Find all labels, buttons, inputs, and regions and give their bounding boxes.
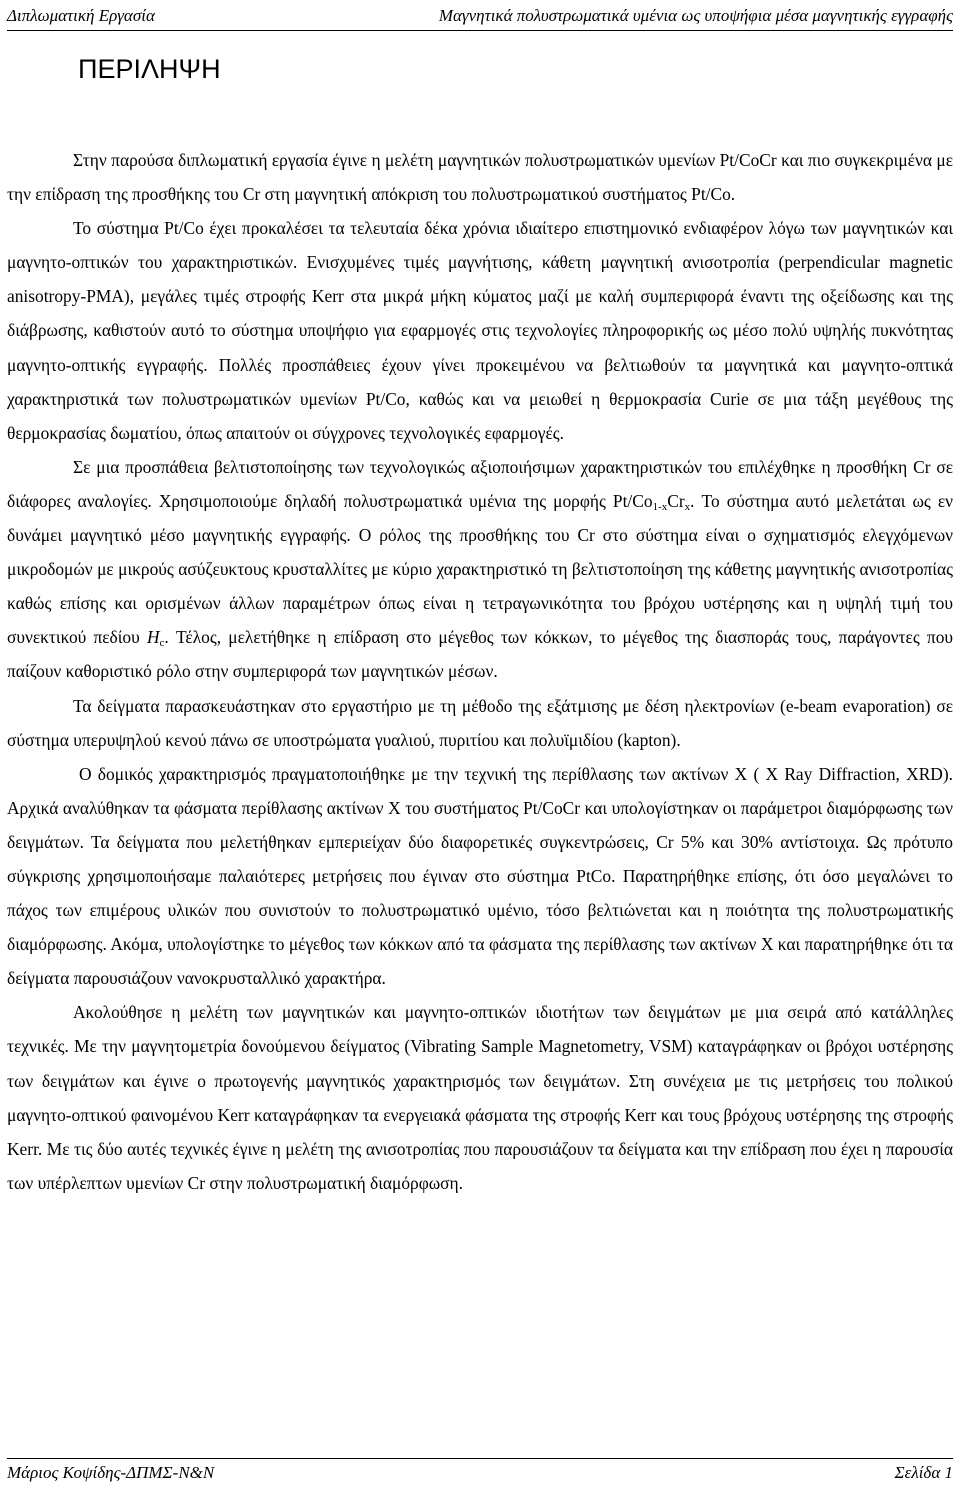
paragraph-3-subscript-1: 1-x bbox=[652, 500, 668, 513]
abstract-body bbox=[7, 143, 953, 1200]
paragraph-3-subscript-2: x bbox=[684, 500, 691, 513]
page-title: ΠΕΡΙΛΗΨΗ bbox=[78, 54, 221, 84]
header-document-title: Μαγνητικά πολυστρωματικά υμένια ως υποψήφια μέσα μαγνητικής εγγραφής bbox=[438, 6, 953, 25]
coercive-field-symbol: H bbox=[146, 627, 160, 648]
page-footer bbox=[7, 1458, 953, 1485]
paragraph-3 bbox=[7, 450, 953, 689]
paragraph-5: Ο δομικός χαρακτηρισμός πραγματοποιήθηκε με την τεχνική της περίθλασης των ακτίνων X ( X Ray Diffraction, XRD). Αρχικά αναλύθηκαν τα φάσματα περίθλασης ακτίνων X του συστήματος Pt/CoCr και υπολογίστηκαν οι παράμετροι διαμόρφωσης των δειγμάτων. Τα δείγματα που μελετήθηκαν εμπεριείχαν δύο διαφορετικές συγκεντρώσεις, Cr 5% και 30% αντίστοιχα. Ως πρότυπο σύγκρισης χρησιμοποιήσαμε παλαιότερες μετρήσεις που έγιναν στο σύστημα PtCo. Παρατηρήθηκε επίσης, ότι όσο μεγαλώνει το πάχος των επιμέρους υλικών που συνιστούν το πολυστρωματικό υμένιο, τόσο βελτιώνεται και η ποιότητα της πολυστρωματικής διαμόρφωσης. Ακόμα, υπολογίστηκε το μέγεθος των κόκκων από τα φάσματα της περίθλασης των ακτίνων X και παρατηρήθηκε ότι τα δείγματα παρουσιάζουν νανοκρυσταλλικό χαρακτήρα. bbox=[7, 763, 953, 989]
paragraph-4: Τα δείγματα παρασκευάστηκαν στο εργαστήριο με τη μέθοδο της εξάτμισης με δέση ηλεκτρονίων (e-beam evaporation) σε σύστημα υπερυψηλού κενού πάνω σε υποστρώματα γυαλιού, πυριτίου και πολυϊμιδίου (kapton). bbox=[7, 695, 953, 750]
paragraph-3-part-b: Cr bbox=[667, 490, 685, 511]
paragraph-6: Ακολούθησε η μελέτη των μαγνητικών και μαγνητο-οπτικών ιδιοτήτων των δειγμάτων με μια σειρά από κατάλληλες τεχνικές. Με την μαγνητομετρία δονούμενου δείγματος (Vibrating Sample Magnetometry, VSM) καταγράφηκαν οι βρόχοι υστέρησης των δειγμάτων και έγινε ο πρωτογενής μαγνητικός χαρακτηρισμός των δειγμάτων. Στη συνέχεια με τις μετρήσεις του πολικού μαγνητο-οπτικού φαινομένου Kerr καταγράφηκαν τα ενεργειακά φάσματα της στροφής Kerr και τους βρόχους υστέρησης της στροφής Kerr. Με τις δύο αυτές τεχνικές έγινε η μελέτη της ανισοτροπίας που παρουσιάζουν τα δείγματα και την επίδραση που έχει η παρουσία των υπέρλεπτων υμενίων Cr στην πολυστρωματική διαμόρφωση. bbox=[7, 1002, 953, 1193]
page-header bbox=[7, 4, 953, 31]
header-document-type: Διπλωματική Εργασία bbox=[7, 6, 155, 25]
paragraph-3-part-a: Σε μια προσπάθεια βελτιστοποίησης των τεχνολογικώς αξιοποιήσιμων χαρακτηριστικών του επιλέχθηκε η προσθήκη Cr σε διάφορες αναλογίες. Χρησιμοποιούμε δηλαδή πολυστρωματικά υμένια της μορφής Pt/Co bbox=[7, 456, 953, 511]
paragraph-3-part-d: . Τέλος, μελετήθηκε η επίδραση στο μέγεθος των κόκκων, το μέγεθος της διασποράς τους, παράγοντες που παίζουν καθοριστικό ρόλο στην συμπεριφορά των μαγνητικών μέσων. bbox=[7, 627, 953, 682]
paragraph-3-part-c: . Το σύστημα αυτό μελετάται ως εν δυνάμει μαγνητικό μέσο μαγνητικής εγγραφής. Ο ρόλος της προσθήκης του Cr στο σύστημα είναι ο σχηματισμός ελεγχόμενων μικροδομών με μικρούς ασύζευκτους κρυσταλλίτες με κύριο χαρακτηριστικό τη βελτιστοποίηση της κάθετης μαγνητικής ανισοτροπίας καθώς επίσης και ορισμένων άλλων παραμέτρων όπως είναι η τετραγωνικότητα του βρόχου υστέρησης και η υψηλή τιμή του συνεκτικού πεδίου bbox=[7, 490, 954, 648]
footer-page-number: Σελίδα 1 bbox=[894, 1463, 953, 1482]
paragraph-1: Στην παρούσα διπλωματική εργασία έγινε η μελέτη μαγνητικών πολυστρωματικών υμενίων Pt/CoCr και πιο συγκεκριμένα με την επίδραση της προσθήκης του Cr στη μαγνητική απόκριση του πολυστρωματικού συστήματος Pt/Co. bbox=[7, 150, 953, 205]
paragraph-2: Το σύστημα Pt/Co έχει προκαλέσει τα τελευταία δέκα χρόνια ιδιαίτερο επιστημονικό ενδιαφέρον λόγω των μαγνητικών και μαγνητο-οπτικών του χαρακτηριστικών. Ενισχυμένες τιμές μαγνήτισης, κάθετη μαγνητική ανισοτροπία (perpendicular magnetic anisotropy-PMA), μεγάλες τιμές στροφής Kerr στα μικρά μήκη κύματος μαζί με καλή συμπεριφορά έναντι της οξείδωσης και της διάβρωσης, καθιστούν αυτό το σύστημα υποψήφιο για εφαρμογές στις τεχνολογίες πληροφορικής ως μέσο πολύ υψηλής πυκνότητας μαγνητο-οπτικής εγγραφής. Πολλές προσπάθειες έχουν γίνει προκειμένου να βελτιωθούν τα μαγνητικά και μαγνητο-οπτικά χαρακτηριστικά των πολυστρωματικών υμενίων Pt/Co, καθώς και να μειωθεί η θερμοκρασία Curie σε μια τάξη μεγέθους της θερμοκρασίας δωματίου, όπως απαιτούν οι σύγχρονες τεχνολογικές εφαρμογές. bbox=[7, 218, 953, 443]
coercive-field-subscript: c bbox=[159, 637, 165, 650]
footer-author: Μάριος Κοψίδης-ΔΠΜΣ-Ν&Ν bbox=[7, 1463, 215, 1482]
